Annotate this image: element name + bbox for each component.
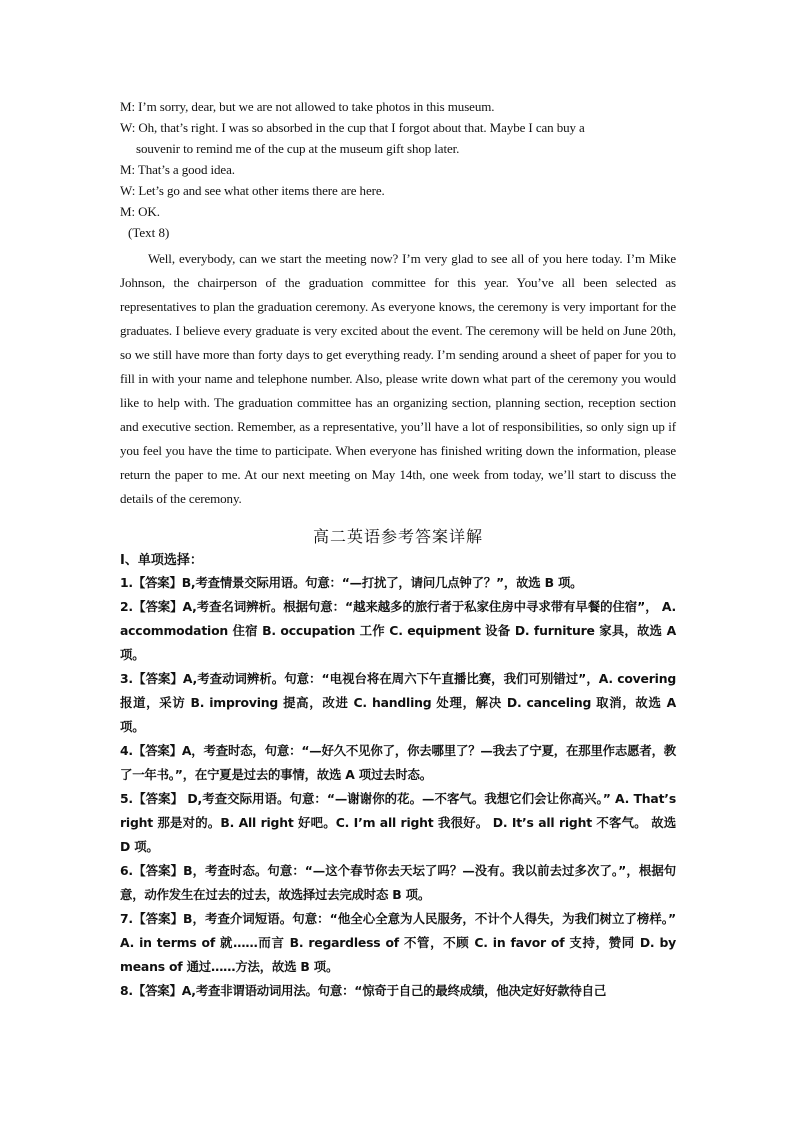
dialogue-line: M: OK. xyxy=(120,204,160,219)
dialogue-line: M: That’s a good idea. xyxy=(120,162,235,177)
dialogue-line: M: I’m sorry, dear, but we are not allowed to take photos in this museum. xyxy=(120,99,495,114)
text8-paragraph: Well, everybody, can we start the meeting now? I’m very glad to see all of you here today. I’m Mike Johnson, the chairperson of the graduation committee for this year. You’ve all been selected as representatives to plan the graduation ceremony. As everyone knows, the ceremony is very important for the graduates. I believe every graduate is very excited about the event. The ceremony will be held on June 20th, so we still have more than forty days to get everything ready. I’m sending around a sheet of paper for you to fill in with your name and telephone number. Also, please write down what part of the ceremony you would like to help with. The graduation committee has an organizing section, planning section, reception section and executive section. Remember, as a representative, you’ll have a lot of responsibilities, so only sign up if you feel you have the time to participate. When everyone has finished writing down the information, please return the paper to me. At our next meeting on May 14th, one week from today, we’ll start to discuss the details of the ceremony. xyxy=(120,251,676,506)
answer-item: 1.【答案】B,考查情景交际用语。句意：“—打扰了，请问几点钟了？”，故选 B 项。 xyxy=(120,575,583,590)
dialogue-line: W: Oh, that’s right. I was so absorbed in the cup that I forgot about that. Maybe I can buy a xyxy=(120,120,585,135)
text8-label: (Text 8) xyxy=(128,225,170,240)
answer-item: 3.【答案】A,考查动词辨析。句意：“电视台将在周六下午直播比赛，我们可别错过”，A. covering 报道，采访 B. improving 提高，改进 C. handling 处理，解决 D. canceling 取消，故选 A 项。 xyxy=(120,671,676,734)
answer-item: 8.【答案】A,考查非谓语动词用法。句意：“惊奇于自己的最终成绩，他决定好好款待自己 xyxy=(120,983,607,998)
document-page xyxy=(120,96,676,1003)
dialogue-line-continued: souvenir to remind me of the cup at the museum gift shop later. xyxy=(136,141,460,156)
answer-list xyxy=(120,571,676,1003)
answer-item: 7.【答案】B，考查介词短语。句意：“他全心全意为人民服务，不计个人得失，为我们树立了榜样。” A. in terms of 就……而言 B. regardless of 不管，不顾 C. in favor of 支持，赞同 D. by means of 通过……方法，故选 B 项。 xyxy=(120,911,676,974)
dialogue-block xyxy=(120,96,676,222)
dialogue-line: W: Let’s go and see what other items there are here. xyxy=(120,183,385,198)
answer-item: 2.【答案】A,考查名词辨析。根据句意：“越来越多的旅行者于私家住房中寻求带有早餐的住宿”， A. accommodation 住宿 B. occupation 工作 C. equipment 设备 D. furniture 家具，故选 A 项。 xyxy=(120,599,676,662)
answer-item: 6.【答案】B，考查时态。句意：“—这个春节你去天坛了吗？—没有。我以前去过多次了。”，根据句意，动作发生在过去的过去，故选择过去完成时态 B 项。 xyxy=(120,863,676,902)
answer-heading: 高二英语参考答案详解 xyxy=(312,527,483,546)
answer-item: 5.【答案】 D,考查交际用语。句意：“—谢谢你的花。—不客气。我想它们会让你高兴。” A. That’s right 那是对的。B. All right 好吧。C. I’m all right 我很好。 D. It’s all right 不客气。 故选 D 项。 xyxy=(120,791,676,854)
section-label: I、单项选择： xyxy=(120,553,203,568)
answer-item: 4.【答案】A，考查时态，句意：“—好久不见你了，你去哪里了？—我去了宁夏，在那里作志愿者，教了一年书。”，在宁夏是过去的事情，故选 A 项过去时态。 xyxy=(120,743,676,782)
